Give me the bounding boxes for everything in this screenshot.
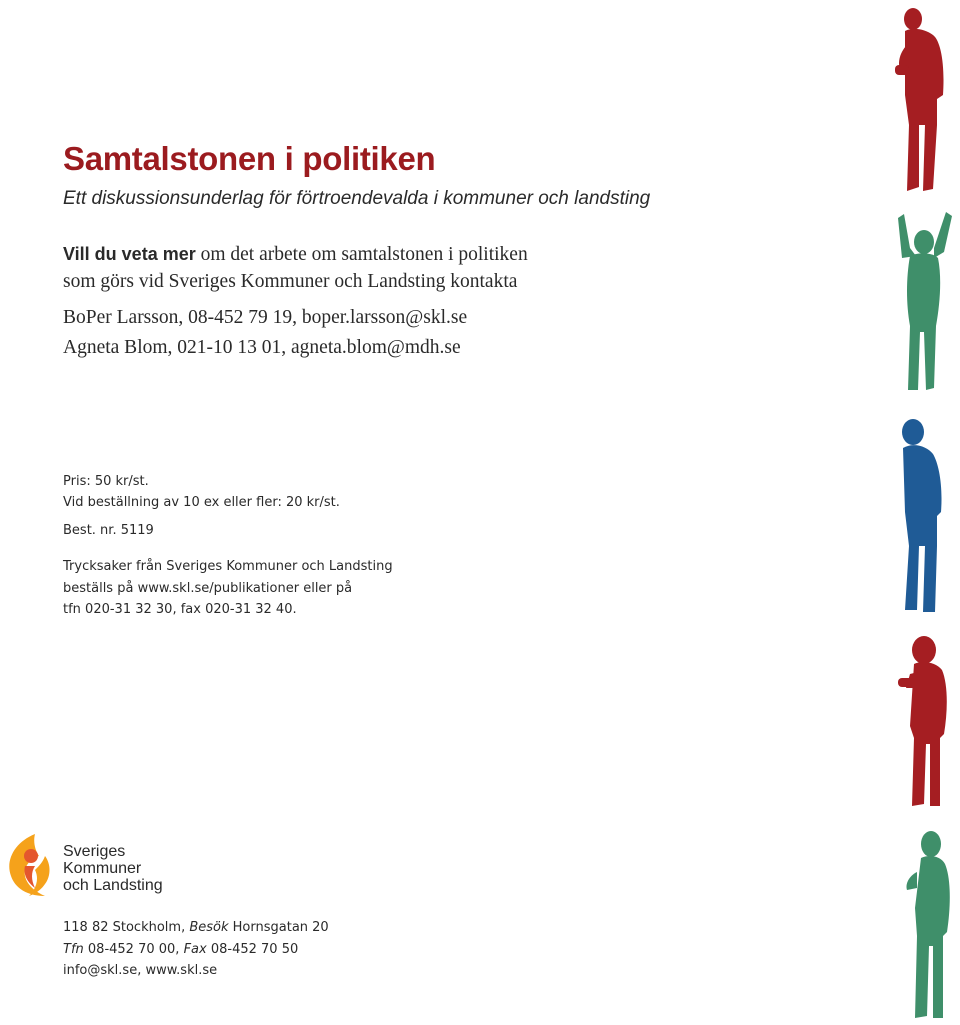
- order-info-line1: Trycksaker från Sveriges Kommuner och Landsting: [63, 559, 393, 574]
- document-title: Samtalstonen i politiken: [63, 140, 436, 177]
- skl-flame-logo-icon: [5, 832, 53, 898]
- cheering-woman-green-figure-icon: [888, 208, 958, 393]
- skl-logo-text: [63, 843, 163, 894]
- contact-person-agneta: Agneta Blom, 021-10 13 01, agneta.blom@mdh.se: [63, 337, 461, 358]
- footer-fax-label: Fax: [183, 942, 207, 957]
- logo-text-line3: och Landsting: [63, 877, 163, 894]
- standing-man-green-figure-icon: [899, 828, 957, 1020]
- footer-address: 118 82 Stockholm, Besök Hornsgatan 20: [63, 920, 329, 935]
- order-info-line2: beställs på www.skl.se/publikationer eller på: [63, 581, 353, 596]
- standing-man-red-figure-icon: [893, 5, 953, 192]
- bulk-price-text: Vid beställning av 10 ex eller fler: 20 kr/st.: [63, 495, 340, 510]
- standing-woman-red-figure-icon: [896, 634, 956, 809]
- logo-text-line1: Sveriges: [63, 843, 126, 860]
- contact-person-boper: BoPer Larsson, 08-452 79 19, boper.larsson@skl.se: [63, 307, 468, 328]
- contact-intro-rest: om det arbete om samtalstonen i politiken: [195, 244, 528, 265]
- price-text: Pris: 50 kr/st.: [63, 474, 149, 489]
- standing-man-blue-figure-icon: [895, 416, 955, 614]
- contact-intro-bold: Vill du veta mer: [63, 244, 196, 264]
- contact-intro-line2: som görs vid Sveriges Kommuner och Landsting kontakta: [63, 271, 518, 292]
- order-info-line3: tfn 020-31 32 30, fax 020-31 32 40.: [63, 602, 297, 617]
- footer-visit-label: Besök: [189, 920, 229, 935]
- contact-intro-line1: [63, 244, 528, 266]
- logo-text-line2: Kommuner: [63, 860, 142, 877]
- order-number: Best. nr. 5119: [63, 523, 154, 538]
- document-subtitle: Ett diskussionsunderlag för förtroendevalda i kommuner och landsting: [63, 188, 651, 209]
- footer-web: info@skl.se, www.skl.se: [63, 963, 218, 978]
- footer-phone-label: Tfn: [63, 942, 84, 957]
- footer-phone-fax: Tfn 08-452 70 00, Fax 08-452 70 50: [63, 942, 299, 957]
